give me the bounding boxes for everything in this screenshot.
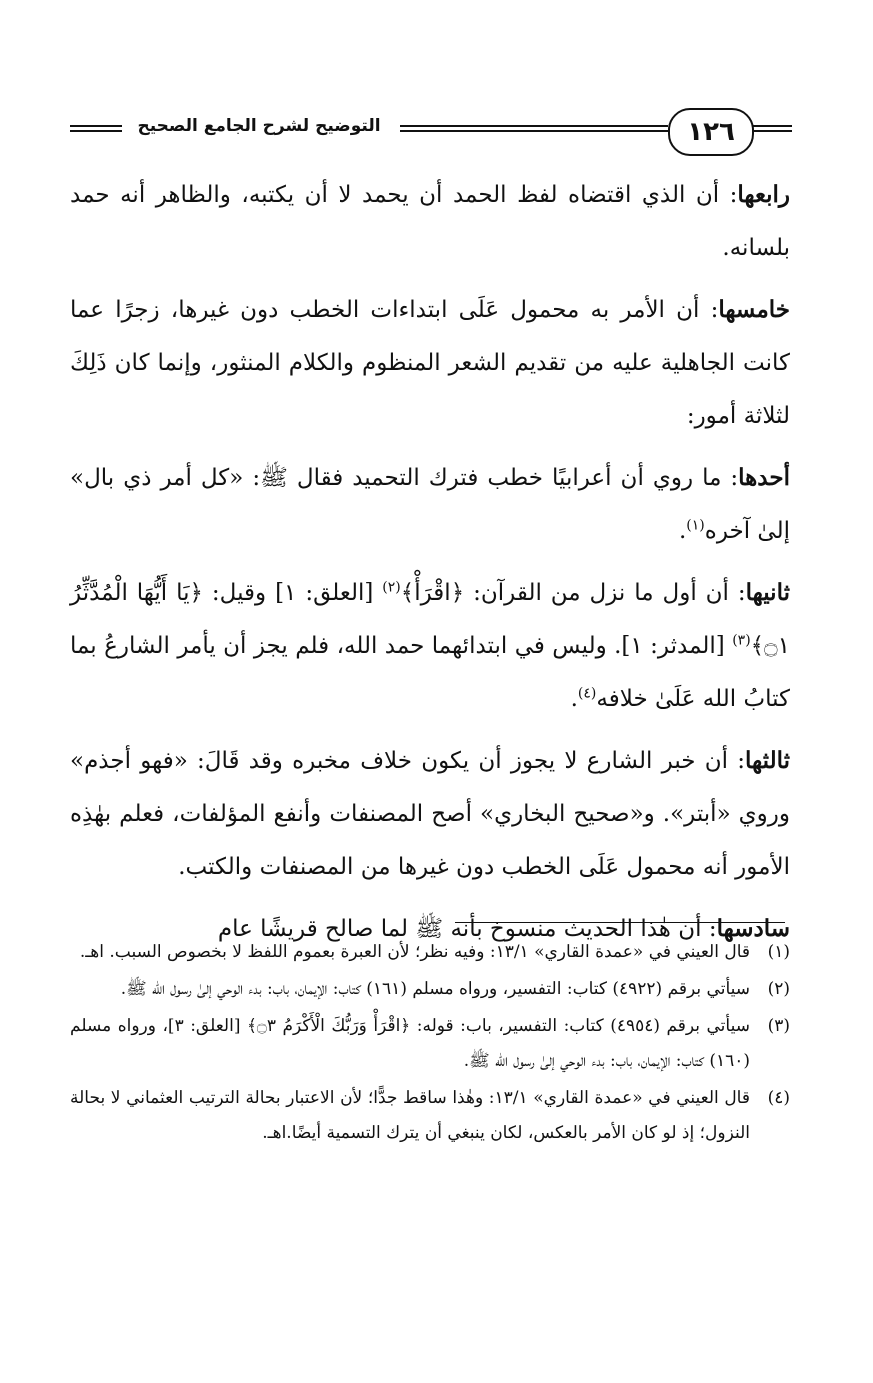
footnote-text: سيأتي برقم (٤٩٥٤) كتاب: التفسير، باب: قوله: ﴿اقْرَأْ وَرَبُّكَ الْأَكْرَمُ ۝٣﴾ [العلق: ٣]، ورواه مسلم (١٦٠) كتاب: الإيمان، باب: بدء الوحي إلىٰ رسول الله ﷺ. (70, 1016, 750, 1071)
footnote-text: قال العيني في «عمدة القاري» ١٣/١: وفيه نظر؛ لأن العبرة بعموم اللفظ لا بخصوص السبب. اهـ. (79, 942, 750, 962)
paragraph-body: : ما روي أن أعرابيًا خطب فترك التحميد فقال ﷺ: «كل أمر ذي بال» إلىٰ آخره (70, 465, 790, 544)
footnote-number: (١) (767, 942, 790, 962)
paragraph-tail: . (678, 518, 687, 544)
paragraph-fifth (70, 283, 790, 443)
footnote-number: (٤) (767, 1088, 790, 1108)
footnote-ref-4[interactable]: (٤) (577, 685, 597, 702)
paragraph-tail: . (570, 686, 578, 712)
footnote-1 (70, 935, 790, 970)
footnote-3 (70, 1009, 790, 1079)
paragraph-body-cont: [العلق: ١] وقيل: ﴿يَا أَيُّهَا الْمُدَّثِّرُ ۝١﴾ (70, 580, 790, 659)
footnote-ref-1[interactable]: (١) (686, 517, 705, 534)
paragraph-third-reason (70, 734, 790, 894)
paragraph-body: : أن خبر الشارع لا يجوز أن يكون خلاف مخبره وقد قَالَ: «فهو أجذم» وروي «أبتر». و«صحيح البخاري» أصح المصنفات وأنفع المؤلفات، فعلم بهٰذِه الأمور أنه محمول عَلَى الخطب دون غيرها من المصنفات والكتب. (70, 748, 790, 880)
paragraph-lead: رابعها (737, 181, 790, 208)
header-rule-middle (400, 125, 668, 132)
paragraph-lead: سادسها (716, 915, 790, 942)
paragraph-body: : أن الأمر به محمول عَلَى ابتداءات الخطب دون غيرها، زجرًا عما كانت الجاهلية عليه من تقديم الشعر المنظوم والكلام المنثور، وإنما كان ذَلِكَ لثلاثة أمور: (70, 297, 790, 429)
header-rule-left (70, 125, 122, 132)
footnote-number: (٣) (767, 1016, 790, 1036)
book-title: التوضيح لشرح الجامع الصحيح (137, 116, 381, 136)
footnote-2 (70, 972, 790, 1007)
paragraph-lead: ثالثها (745, 747, 790, 774)
paragraph-body: : أن أول ما نزل من القرآن: ﴿اقْرَأْ﴾ (400, 580, 746, 606)
main-text (70, 168, 790, 964)
paragraph-fourth (70, 168, 790, 275)
paragraph-first-reason (70, 451, 790, 558)
page-number: ١٢٦ (668, 108, 754, 156)
paragraph-second-reason (70, 566, 790, 726)
running-header (70, 108, 792, 154)
paragraph-lead: خامسها (718, 296, 790, 323)
paragraph-body: : أن هٰذا الحديث منسوخ بأنه ﷺ لما صالح قريشًا عام (217, 916, 717, 942)
footnote-text: قال العيني في «عمدة القاري» ١٣/١: وهٰذا ساقط جدًّا؛ لأن الاعتبار بحالة الترتيب العثماني لا بحالة النزول؛ إذ لو كان الأمر بالعكس، لكان ينبغي أن يترك التسمية أيضًا.اهـ. (70, 1088, 750, 1143)
footnote-text: سيأتي برقم (٤٩٢٢) كتاب: التفسير، ورواه مسلم (١٦١) كتاب: الإيمان، باب: بدء الوحي إلىٰ رسول الله ﷺ. (120, 979, 750, 999)
footnote-separator (455, 922, 785, 923)
header-rule-right (752, 125, 792, 132)
paragraph-lead: أحدها (738, 464, 790, 491)
footnote-ref-3[interactable]: (٣) (732, 632, 751, 649)
footnote-number: (٢) (767, 979, 790, 999)
paragraph-body: : أن الذي اقتضاه لفظ الحمد أن يحمد لا أن يكتبه، والظاهر أنه حمد بلسانه. (70, 182, 790, 261)
paragraph-body-cont: [المدثر: ١]. وليس في ابتدائهما حمد الله، فلم يجز أن يأمر الشارعُ بما كتابُ الله عَلَىٰ خلافه (70, 633, 790, 712)
footnote-4 (70, 1081, 790, 1151)
paragraph-lead: ثانيها (745, 579, 790, 606)
footnotes (70, 935, 790, 1153)
footnote-ref-2[interactable]: (٢) (382, 579, 401, 596)
